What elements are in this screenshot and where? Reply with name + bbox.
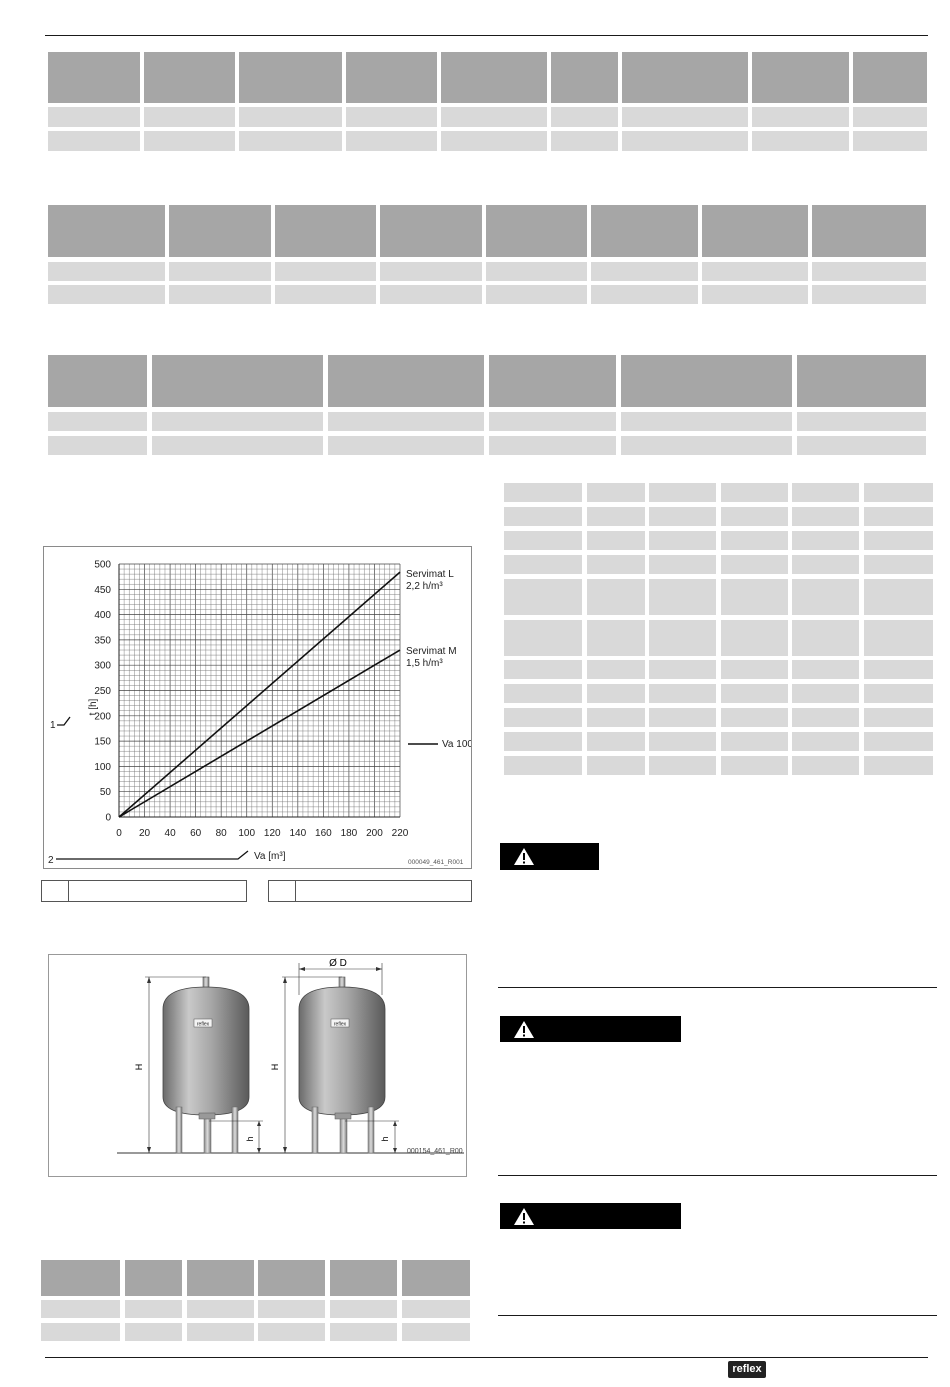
x-tick-label: 160 bbox=[315, 828, 332, 839]
table-header-cell bbox=[48, 52, 140, 103]
x-tick-label: 100 bbox=[238, 828, 256, 839]
table-row bbox=[258, 1300, 325, 1318]
table-row bbox=[721, 660, 788, 679]
table-row bbox=[622, 131, 748, 151]
table-row bbox=[328, 412, 484, 431]
table-row bbox=[504, 555, 582, 574]
table-row bbox=[591, 262, 698, 281]
table-row bbox=[504, 531, 582, 550]
table-row bbox=[504, 732, 582, 751]
table-row bbox=[587, 555, 645, 574]
vessel-left bbox=[134, 977, 263, 1153]
callout-number: 1 bbox=[50, 720, 56, 731]
table-row bbox=[169, 285, 271, 304]
table-row bbox=[649, 507, 716, 526]
section-divider bbox=[498, 987, 937, 988]
figure-id: 000049_461_R001 bbox=[408, 859, 464, 866]
table-row bbox=[587, 483, 645, 502]
table-row bbox=[125, 1300, 182, 1318]
table-row bbox=[702, 285, 808, 304]
legend-number bbox=[269, 881, 296, 901]
warning-banner-1 bbox=[500, 843, 599, 870]
table-header-cell bbox=[125, 1260, 182, 1296]
table-row bbox=[48, 262, 165, 281]
table-row bbox=[649, 531, 716, 550]
table-row bbox=[864, 756, 933, 775]
table-row bbox=[144, 107, 235, 127]
y-tick-label: 50 bbox=[99, 787, 111, 799]
table-row bbox=[587, 684, 645, 703]
table-header-cell bbox=[187, 1260, 254, 1296]
footer-rule bbox=[45, 1357, 928, 1358]
table-row bbox=[587, 579, 645, 615]
annotation-label: Va 100 bbox=[442, 739, 471, 750]
table-row bbox=[752, 131, 849, 151]
table-row bbox=[587, 660, 645, 679]
table-row bbox=[621, 412, 792, 431]
table-row bbox=[275, 262, 376, 281]
table-header-cell bbox=[489, 355, 616, 407]
table-row bbox=[48, 285, 165, 304]
table-row bbox=[587, 507, 645, 526]
leg-height-label: h bbox=[380, 1136, 390, 1142]
table-row bbox=[864, 579, 933, 615]
table-row bbox=[504, 579, 582, 615]
diameter-label: Ø D bbox=[329, 958, 347, 969]
table-row bbox=[792, 483, 859, 502]
table-row bbox=[721, 483, 788, 502]
callout-line bbox=[57, 717, 70, 725]
table-header-cell bbox=[41, 1260, 120, 1296]
reflex-logo: reflex bbox=[728, 1361, 766, 1378]
y-tick-label: 250 bbox=[94, 686, 111, 697]
table-row bbox=[864, 555, 933, 574]
table-row bbox=[48, 131, 140, 151]
table-row bbox=[441, 131, 547, 151]
table-row bbox=[721, 531, 788, 550]
callout-number: 2 bbox=[48, 855, 54, 866]
table-row bbox=[591, 285, 698, 304]
series-rate-label: 2,2 h/m³ bbox=[406, 581, 443, 592]
table-row bbox=[721, 756, 788, 775]
table-row bbox=[380, 262, 482, 281]
table-row bbox=[402, 1300, 470, 1318]
table-row bbox=[864, 483, 933, 502]
table-header-cell bbox=[330, 1260, 397, 1296]
height-label: H bbox=[270, 1063, 280, 1071]
table-row bbox=[152, 436, 323, 455]
vessel-svg bbox=[49, 955, 466, 1176]
table-row bbox=[504, 708, 582, 727]
table-header-cell bbox=[622, 52, 748, 103]
table-header-cell bbox=[258, 1260, 325, 1296]
table-row bbox=[239, 131, 342, 151]
table-header-cell bbox=[48, 205, 165, 257]
table-row bbox=[489, 436, 616, 455]
table-row bbox=[239, 107, 342, 127]
table-row bbox=[504, 483, 582, 502]
table-row bbox=[187, 1323, 254, 1341]
table-row bbox=[864, 620, 933, 656]
table-row bbox=[48, 107, 140, 127]
table-row bbox=[125, 1323, 182, 1341]
series-rate-label: 1,5 h/m³ bbox=[406, 658, 443, 669]
y-tick-label: 0 bbox=[105, 812, 111, 824]
table-row bbox=[864, 684, 933, 703]
table-row bbox=[721, 507, 788, 526]
table-row bbox=[504, 756, 582, 775]
table-header-cell bbox=[853, 52, 927, 103]
table-header-cell bbox=[812, 205, 926, 257]
table-row bbox=[41, 1300, 120, 1318]
series-line bbox=[119, 572, 400, 817]
table-row bbox=[649, 732, 716, 751]
table-row bbox=[792, 708, 859, 727]
warning-icon bbox=[513, 847, 535, 866]
table-row bbox=[504, 684, 582, 703]
table-header-cell bbox=[591, 205, 698, 257]
table-header-cell bbox=[169, 205, 271, 257]
warning-icon bbox=[513, 1207, 535, 1226]
table-header-cell bbox=[144, 52, 235, 103]
table-row bbox=[649, 579, 716, 615]
table-row bbox=[792, 507, 859, 526]
table-row bbox=[48, 436, 147, 455]
table-row bbox=[258, 1323, 325, 1341]
table-row bbox=[864, 507, 933, 526]
table-row bbox=[328, 436, 484, 455]
table-row bbox=[721, 684, 788, 703]
brand-plate: reflex bbox=[333, 1021, 347, 1028]
table-row bbox=[169, 262, 271, 281]
table-header-cell bbox=[702, 205, 808, 257]
table-header-cell bbox=[797, 355, 926, 407]
table-row bbox=[346, 131, 437, 151]
table-row bbox=[792, 684, 859, 703]
table-row bbox=[144, 131, 235, 151]
table-row bbox=[504, 620, 582, 656]
y-tick-label: 150 bbox=[94, 736, 111, 748]
height-label: H bbox=[134, 1063, 144, 1071]
x-tick-label: 140 bbox=[289, 828, 307, 839]
table-row bbox=[721, 579, 788, 615]
table-header-cell bbox=[380, 205, 482, 257]
table-row bbox=[587, 531, 645, 550]
warning-banner-3 bbox=[500, 1203, 681, 1229]
table-header-cell bbox=[239, 52, 342, 103]
table-row bbox=[330, 1323, 397, 1341]
table-row bbox=[649, 555, 716, 574]
table-row bbox=[587, 756, 645, 775]
table-header-cell bbox=[328, 355, 484, 407]
table-row bbox=[489, 412, 616, 431]
top-rule bbox=[45, 35, 928, 36]
x-tick-label: 220 bbox=[391, 828, 409, 839]
legend-number bbox=[42, 881, 69, 901]
table-row bbox=[152, 412, 323, 431]
table-row bbox=[649, 684, 716, 703]
table-row bbox=[275, 285, 376, 304]
x-tick-label: 40 bbox=[164, 828, 176, 839]
section-divider bbox=[498, 1315, 937, 1316]
table-header-cell bbox=[486, 205, 587, 257]
x-tick-label: 20 bbox=[138, 828, 151, 839]
table-row bbox=[486, 285, 587, 304]
table-row bbox=[792, 660, 859, 679]
x-tick-label: 200 bbox=[366, 828, 383, 839]
table-row bbox=[621, 436, 792, 455]
table-row bbox=[587, 620, 645, 656]
table-row bbox=[587, 732, 645, 751]
table-row bbox=[792, 756, 859, 775]
table-row bbox=[864, 531, 933, 550]
legend-item-1 bbox=[41, 880, 247, 902]
series-name-label: Servimat M bbox=[406, 646, 457, 657]
y-tick-label: 200 bbox=[94, 711, 111, 723]
table-row bbox=[622, 107, 748, 127]
series-name-label: Servimat L bbox=[406, 569, 454, 580]
table-row bbox=[551, 107, 618, 127]
table-row bbox=[853, 107, 927, 127]
vessel-right bbox=[270, 958, 399, 1153]
table-row bbox=[441, 107, 547, 127]
x-axis-label: Va [m³] bbox=[254, 851, 286, 862]
table-row bbox=[649, 483, 716, 502]
table-row bbox=[346, 107, 437, 127]
y-tick-label: 300 bbox=[94, 660, 111, 672]
table-header-cell bbox=[346, 52, 437, 103]
x-tick-label: 60 bbox=[190, 828, 202, 839]
y-tick-label: 100 bbox=[94, 761, 111, 773]
chart-lines bbox=[119, 572, 400, 817]
x-tick-label: 180 bbox=[340, 828, 358, 839]
table-row bbox=[797, 436, 926, 455]
y-tick-label: 450 bbox=[94, 584, 111, 596]
table-row bbox=[702, 262, 808, 281]
table-row bbox=[792, 732, 859, 751]
table-header-cell bbox=[48, 355, 147, 407]
table-row bbox=[792, 620, 859, 656]
table-row bbox=[649, 756, 716, 775]
table-row bbox=[792, 531, 859, 550]
table-header-cell bbox=[275, 205, 376, 257]
table-row bbox=[797, 412, 926, 431]
chart-labels bbox=[48, 569, 471, 866]
y-tick-label: 400 bbox=[94, 610, 111, 622]
table-row bbox=[864, 660, 933, 679]
brand-plate: reflex bbox=[196, 1021, 210, 1028]
table-row bbox=[486, 262, 587, 281]
section-divider bbox=[498, 1175, 937, 1176]
y-axis-label: t [h] bbox=[88, 698, 99, 716]
servimat-chart bbox=[43, 546, 472, 869]
chart-grid bbox=[119, 564, 400, 817]
x-tick-label: 0 bbox=[116, 828, 122, 839]
table-row bbox=[721, 620, 788, 656]
table-row bbox=[812, 262, 926, 281]
table-header-cell bbox=[441, 52, 547, 103]
table-row bbox=[752, 107, 849, 127]
table-row bbox=[187, 1300, 254, 1318]
table-row bbox=[649, 620, 716, 656]
table-header-cell bbox=[402, 1260, 470, 1296]
table-row bbox=[504, 660, 582, 679]
warning-icon bbox=[513, 1020, 535, 1039]
table-header-cell bbox=[752, 52, 849, 103]
table-row bbox=[649, 660, 716, 679]
legend-item-2 bbox=[268, 880, 472, 902]
callout-line bbox=[56, 851, 248, 859]
x-tick-label: 120 bbox=[263, 828, 281, 839]
table-header-cell bbox=[152, 355, 323, 407]
table-row bbox=[504, 507, 582, 526]
table-row bbox=[330, 1300, 397, 1318]
table-header-cell bbox=[621, 355, 792, 407]
figure-id: 000154_461_R00 bbox=[407, 1148, 463, 1155]
table-row bbox=[402, 1323, 470, 1341]
leg-height-label: h bbox=[245, 1136, 255, 1142]
table-row bbox=[853, 131, 927, 151]
table-row bbox=[864, 732, 933, 751]
table-row bbox=[792, 579, 859, 615]
y-tick-label: 350 bbox=[94, 635, 111, 647]
table-row bbox=[864, 708, 933, 727]
table-row bbox=[792, 555, 859, 574]
table-row bbox=[721, 555, 788, 574]
vessel-figure bbox=[48, 954, 467, 1177]
table-row bbox=[649, 708, 716, 727]
table-header-cell bbox=[551, 52, 618, 103]
table-row bbox=[41, 1323, 120, 1341]
chart-svg bbox=[44, 547, 471, 868]
table-row bbox=[48, 412, 147, 431]
table-row bbox=[721, 708, 788, 727]
x-tick-label: 80 bbox=[215, 828, 227, 839]
table-row bbox=[721, 732, 788, 751]
y-tick-label: 500 bbox=[94, 559, 111, 571]
table-row bbox=[812, 285, 926, 304]
warning-banner-2 bbox=[500, 1016, 681, 1042]
table-row bbox=[380, 285, 482, 304]
table-row bbox=[587, 708, 645, 727]
table-row bbox=[551, 131, 618, 151]
